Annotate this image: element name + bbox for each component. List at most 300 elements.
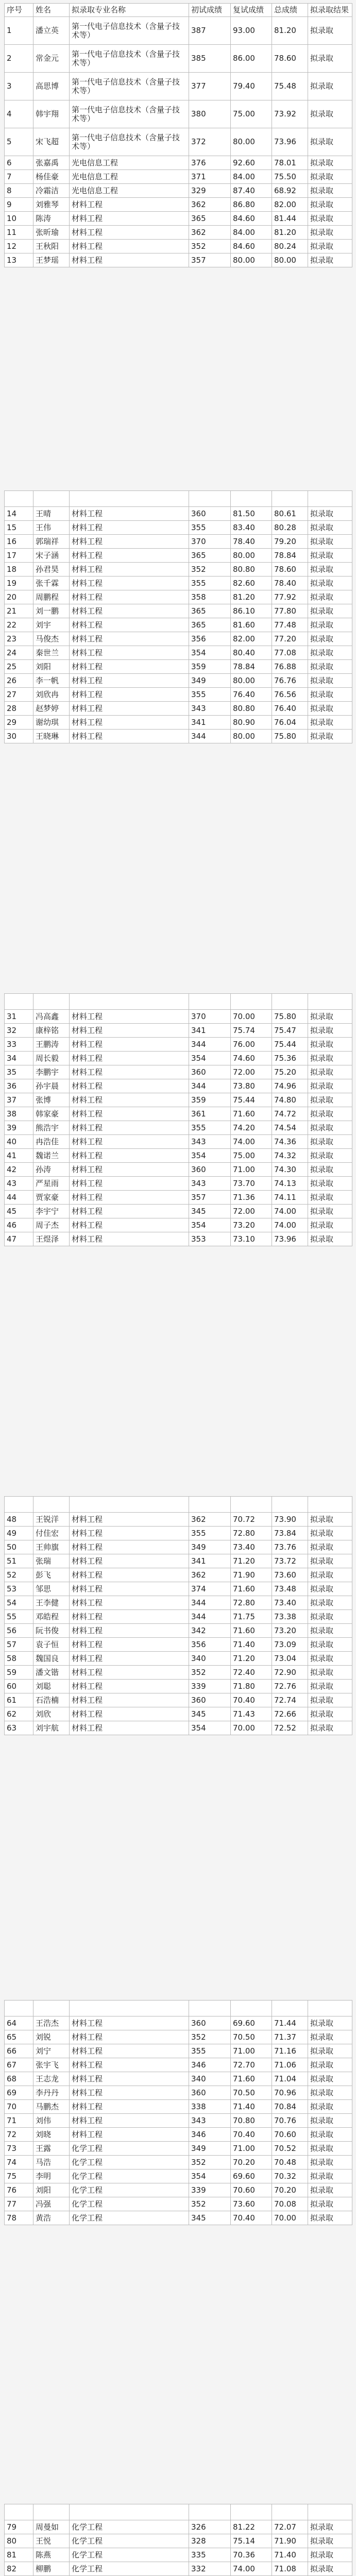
table-cell: 71.06: [272, 2058, 308, 2072]
table-cell: 71.80: [231, 1680, 272, 1693]
table-cell: 67: [5, 2058, 33, 2072]
empty-cell: [308, 491, 352, 507]
table-cell: 材料工程: [70, 2058, 189, 2072]
table-cell: 拟录取: [308, 1568, 352, 1582]
table-cell: 材料工程: [70, 226, 189, 240]
empty-cell: [272, 2504, 308, 2520]
table-cell: 柳鹏: [33, 2562, 70, 2576]
table-cell: 76.04: [272, 716, 308, 730]
table-cell: 王煜泽: [33, 1232, 70, 1246]
table-cell: 360: [189, 2016, 231, 2030]
table-cell: 57: [5, 1638, 33, 1652]
table-cell: 20: [5, 590, 33, 604]
table-cell: 材料工程: [70, 1610, 189, 1624]
table-cell: 75.14: [231, 2534, 272, 2548]
table-page-5: [4, 2000, 352, 2225]
table-row: [5, 1163, 352, 1177]
table-row: [5, 1596, 352, 1610]
table-cell: 王志龙: [33, 2072, 70, 2086]
table-row: [5, 170, 352, 184]
empty-cell: [231, 491, 272, 507]
table-cell: 11: [5, 226, 33, 240]
table-cell: 345: [189, 1205, 231, 1218]
table-cell: 孙涛: [33, 1163, 70, 1177]
table-cell: 拟录取: [308, 184, 352, 198]
table-row: [5, 128, 352, 156]
table-cell: 康梓铭: [33, 1024, 70, 1038]
table-cell: 75.47: [272, 1024, 308, 1038]
table-cell: 拟录取: [308, 1554, 352, 1568]
table-cell: 22: [5, 618, 33, 632]
table-cell: 陈涛: [33, 212, 70, 226]
table-cell: 357: [189, 1191, 231, 1205]
table-cell: 李一帆: [33, 674, 70, 688]
table-cell: 材料工程: [70, 716, 189, 730]
table-row: [5, 1191, 352, 1205]
table-cell: 341: [189, 1554, 231, 1568]
table-cell: 23: [5, 632, 33, 646]
table-cell: 材料工程: [70, 1024, 189, 1038]
table-cell: 80.00: [231, 674, 272, 688]
empty-cell: [70, 2504, 189, 2520]
table-page-1: [4, 3, 352, 267]
table-cell: 拟录取: [308, 632, 352, 646]
table-row: [5, 1232, 352, 1246]
table-cell: 材料工程: [70, 1624, 189, 1638]
table-cell: 常金元: [33, 45, 70, 73]
table-cell: 材料工程: [70, 1052, 189, 1065]
table-cell: 化学工程: [70, 2156, 189, 2170]
table-cell: 化学工程: [70, 2534, 189, 2548]
table-cell: 71.40: [231, 2100, 272, 2114]
table-cell: 张博: [33, 1093, 70, 1107]
table-cell: 58: [5, 1652, 33, 1666]
table-cell: 73.70: [231, 1177, 272, 1191]
table-cell: 材料工程: [70, 618, 189, 632]
table-cell: 拟录取: [308, 2128, 352, 2142]
table-cell: 74.72: [272, 1107, 308, 1121]
admission-table: [4, 1496, 352, 1735]
table-cell: 75.44: [272, 1038, 308, 1052]
table-cell: 宋飞超: [33, 128, 70, 156]
table-row: [5, 688, 352, 702]
table-cell: 第一代电子信息技术（含量子技术等）: [70, 128, 189, 156]
empty-cell: [5, 994, 33, 1010]
table-cell: 358: [189, 590, 231, 604]
table-cell: 化学工程: [70, 2142, 189, 2156]
table-row: [5, 1680, 352, 1693]
empty-cell: [70, 491, 189, 507]
table-cell: 365: [189, 212, 231, 226]
table-row: [5, 1624, 352, 1638]
table-cell: 材料工程: [70, 1666, 189, 1680]
table-cell: 71.36: [231, 1191, 272, 1205]
table-cell: 材料工程: [70, 1554, 189, 1568]
table-row: [5, 73, 352, 100]
table-cell: 光电信息工程: [70, 170, 189, 184]
table-cell: 张宇飞: [33, 2058, 70, 2072]
table-cell: 71.37: [272, 2030, 308, 2044]
table-cell: 魏诺兰: [33, 1149, 70, 1163]
table-row: [5, 730, 352, 743]
table-cell: 70.40: [231, 1693, 272, 1707]
table-cell: 42: [5, 1163, 33, 1177]
table-cell: 第一代电子信息技术（含量子技术等）: [70, 17, 189, 45]
table-cell: 29: [5, 716, 33, 730]
table-cell: 74.96: [272, 1079, 308, 1093]
table-cell: 77.08: [272, 646, 308, 660]
header-cell: 姓名: [33, 4, 70, 17]
table-cell: 8: [5, 184, 33, 198]
table-row: [5, 507, 352, 521]
table-cell: 材料工程: [70, 253, 189, 267]
table-cell: 化学工程: [70, 2548, 189, 2562]
table-cell: 王帅旗: [33, 1540, 70, 1554]
table-row: [5, 1121, 352, 1135]
table-cell: 周曼如: [33, 2520, 70, 2534]
table-cell: 冯强: [33, 2197, 70, 2211]
table-cell: 材料工程: [70, 1527, 189, 1540]
table-row: [5, 2548, 352, 2562]
table-cell: 贾家豪: [33, 1191, 70, 1205]
table-cell: 周长毅: [33, 1052, 70, 1065]
table-cell: 材料工程: [70, 2100, 189, 2114]
table-cell: 344: [189, 1610, 231, 1624]
table-cell: 86.00: [231, 45, 272, 73]
table-cell: 78: [5, 2211, 33, 2225]
table-row: [5, 100, 352, 128]
table-cell: 拟录取: [308, 2520, 352, 2534]
table-cell: 拟录取: [308, 2562, 352, 2576]
table-cell: 化学工程: [70, 2211, 189, 2225]
table-cell: 光电信息工程: [70, 184, 189, 198]
table-cell: 52: [5, 1568, 33, 1582]
table-cell: 73.40: [272, 1596, 308, 1610]
table-cell: 71.40: [231, 1638, 272, 1652]
table-cell: 59: [5, 1666, 33, 1680]
table-cell: 材料工程: [70, 1121, 189, 1135]
table-cell: 74.00: [231, 1135, 272, 1149]
table-cell: 拟录取: [308, 1707, 352, 1721]
table-cell: 2: [5, 45, 33, 73]
table-cell: 78.01: [272, 156, 308, 170]
table-cell: 62: [5, 1707, 33, 1721]
table-cell: 拟录取: [308, 2086, 352, 2100]
table-cell: 74: [5, 2156, 33, 2170]
table-row: [5, 604, 352, 618]
table-cell: 82.00: [231, 632, 272, 646]
table-cell: 70.84: [272, 2100, 308, 2114]
table-cell: 74.32: [272, 1149, 308, 1163]
table-cell: 材料工程: [70, 1232, 189, 1246]
header-cell: 拟录取结果: [308, 4, 352, 17]
empty-cell: [308, 2001, 352, 2016]
table-cell: 69.60: [231, 2170, 272, 2183]
table-cell: 83.40: [231, 521, 272, 535]
table-cell: 材料工程: [70, 1149, 189, 1163]
table-cell: 340: [189, 1652, 231, 1666]
table-cell: 77: [5, 2197, 33, 2211]
table-cell: 352: [189, 2197, 231, 2211]
table-cell: 陈燕: [33, 2548, 70, 2562]
table-row: [5, 2156, 352, 2170]
table-cell: 拟录取: [308, 17, 352, 45]
table-cell: 70.20: [231, 2156, 272, 2170]
admission-table: [4, 993, 352, 1246]
table-cell: 拟录取: [308, 577, 352, 590]
table-row: [5, 2197, 352, 2211]
table-cell: 78.84: [272, 549, 308, 563]
table-cell: 拟录取: [308, 2016, 352, 2030]
table-row: [5, 1010, 352, 1024]
table-cell: 339: [189, 1680, 231, 1693]
table-row: [5, 240, 352, 253]
table-cell: 349: [189, 1540, 231, 1554]
table-cell: 75.48: [272, 73, 308, 100]
table-cell: 刘一鹏: [33, 604, 70, 618]
table-cell: 66: [5, 2044, 33, 2058]
empty-cell: [33, 2001, 70, 2016]
table-cell: 19: [5, 577, 33, 590]
table-cell: 拟录取: [308, 170, 352, 184]
table-cell: 335: [189, 2548, 231, 2562]
table-cell: 356: [189, 1638, 231, 1652]
table-cell: 385: [189, 45, 231, 73]
table-cell: 第一代电子信息技术（含量子技术等）: [70, 100, 189, 128]
table-cell: 84.60: [231, 212, 272, 226]
table-page-6: [4, 2504, 352, 2576]
table-cell: 80.90: [231, 716, 272, 730]
table-cell: 10: [5, 212, 33, 226]
table-cell: 81.44: [272, 212, 308, 226]
table-cell: 387: [189, 17, 231, 45]
table-cell: 拟录取: [308, 1024, 352, 1038]
table-cell: 353: [189, 1232, 231, 1246]
table-cell: 拟录取: [308, 198, 352, 212]
table-cell: 68: [5, 2072, 33, 2086]
table-row: [5, 1135, 352, 1149]
table-cell: 75.20: [272, 1065, 308, 1079]
table-cell: 80.00: [231, 128, 272, 156]
table-cell: 76: [5, 2183, 33, 2197]
table-row: [5, 1707, 352, 1721]
empty-cell: [189, 994, 231, 1010]
table-cell: 材料工程: [70, 1707, 189, 1721]
table-row: [5, 184, 352, 198]
table-cell: 材料工程: [70, 1205, 189, 1218]
header-cell: 初试成绩: [189, 4, 231, 17]
empty-cell: [33, 1497, 70, 1513]
table-cell: 332: [189, 2562, 231, 2576]
table-cell: 李丹丹: [33, 2086, 70, 2100]
table-cell: 拟录取: [308, 1232, 352, 1246]
table-cell: 72.76: [272, 1680, 308, 1693]
table-cell: 74.54: [272, 1121, 308, 1135]
table-cell: 84.60: [231, 240, 272, 253]
admission-table: [4, 3, 352, 267]
table-cell: 宋子涵: [33, 549, 70, 563]
table-cell: 拟录取: [308, 660, 352, 674]
table-cell: 343: [189, 702, 231, 716]
table-cell: 材料工程: [70, 1010, 189, 1024]
table-cell: 60: [5, 1680, 33, 1693]
table-cell: 张昕瑜: [33, 226, 70, 240]
table-cell: 材料工程: [70, 198, 189, 212]
table-cell: 光电信息工程: [70, 156, 189, 170]
table-row: [5, 253, 352, 267]
table-cell: 化学工程: [70, 2520, 189, 2534]
table-cell: 72.90: [272, 1666, 308, 1680]
table-cell: 41: [5, 1149, 33, 1163]
table-row: [5, 2030, 352, 2044]
table-cell: 王晴: [33, 507, 70, 521]
table-cell: 70.96: [272, 2086, 308, 2100]
header-cell: 总成绩: [272, 4, 308, 17]
table-cell: 马俊杰: [33, 632, 70, 646]
table-row: [5, 521, 352, 535]
admission-table: [4, 2000, 352, 2225]
table-cell: 拟录取: [308, 2548, 352, 2562]
empty-cell: [231, 2504, 272, 2520]
table-cell: 刘雅琴: [33, 198, 70, 212]
table-row: [5, 2562, 352, 2576]
table-row: [5, 1079, 352, 1093]
table-cell: 拟录取: [308, 521, 352, 535]
empty-cell: [189, 1497, 231, 1513]
table-cell: 81.20: [231, 590, 272, 604]
table-cell: 30: [5, 730, 33, 743]
table-cell: 材料工程: [70, 1093, 189, 1107]
table-cell: 材料工程: [70, 688, 189, 702]
table-cell: 拟录取: [308, 1177, 352, 1191]
table-cell: 材料工程: [70, 2114, 189, 2128]
table-cell: 45: [5, 1205, 33, 1218]
table-cell: 拟录取: [308, 1163, 352, 1177]
table-cell: 拟录取: [308, 1065, 352, 1079]
table-cell: 材料工程: [70, 577, 189, 590]
table-cell: 高思博: [33, 73, 70, 100]
table-cell: 魏国良: [33, 1652, 70, 1666]
table-cell: 70.40: [231, 2128, 272, 2142]
table-cell: 71.20: [231, 1652, 272, 1666]
table-cell: 孙君昊: [33, 563, 70, 577]
table-cell: 拟录取: [308, 2072, 352, 2086]
table-row: [5, 1107, 352, 1121]
table-row: [5, 2142, 352, 2156]
table-cell: 380: [189, 100, 231, 128]
table-cell: 355: [189, 1121, 231, 1135]
table-cell: 材料工程: [70, 702, 189, 716]
empty-cell: [5, 1497, 33, 1513]
table-cell: 材料工程: [70, 1540, 189, 1554]
table-cell: 365: [189, 618, 231, 632]
table-cell: 73.20: [272, 1624, 308, 1638]
table-cell: 黄浩: [33, 2211, 70, 2225]
table-cell: 秦世兰: [33, 646, 70, 660]
table-row: [5, 1527, 352, 1540]
table-cell: 343: [189, 1177, 231, 1191]
table-cell: 72.80: [231, 1527, 272, 1540]
table-cell: 王伟: [33, 521, 70, 535]
table-cell: 李鹏宇: [33, 1065, 70, 1079]
table-cell: 王露: [33, 2142, 70, 2156]
table-cell: 361: [189, 1107, 231, 1121]
table-cell: 75.50: [272, 170, 308, 184]
empty-cell: [189, 2504, 231, 2520]
table-cell: 80.00: [231, 730, 272, 743]
table-cell: 360: [189, 2086, 231, 2100]
table-cell: 马鹏杰: [33, 2100, 70, 2114]
table-cell: 21: [5, 604, 33, 618]
table-cell: 24: [5, 646, 33, 660]
table-cell: 拟录取: [308, 240, 352, 253]
table-cell: 77.48: [272, 618, 308, 632]
table-cell: 拟录取: [308, 2183, 352, 2197]
table-cell: 拟录取: [308, 1191, 352, 1205]
table-cell: 81.50: [231, 507, 272, 521]
empty-cell: [189, 2001, 231, 2016]
table-cell: 刘宇: [33, 618, 70, 632]
table-cell: 73.60: [272, 1568, 308, 1582]
table-cell: 71.00: [231, 2142, 272, 2156]
table-cell: 355: [189, 1527, 231, 1540]
table-cell: 17: [5, 549, 33, 563]
table-cell: 75.80: [272, 1010, 308, 1024]
table-cell: 80.00: [231, 549, 272, 563]
table-cell: 80.24: [272, 240, 308, 253]
table-cell: 360: [189, 507, 231, 521]
table-row: [5, 549, 352, 563]
table-cell: 材料工程: [70, 1582, 189, 1596]
table-cell: 材料工程: [70, 632, 189, 646]
table-cell: 73.09: [272, 1638, 308, 1652]
table-cell: 70.52: [272, 2142, 308, 2156]
table-cell: 谢幼琪: [33, 716, 70, 730]
table-cell: 349: [189, 674, 231, 688]
table-cell: 34: [5, 1052, 33, 1065]
table-cell: 354: [189, 1218, 231, 1232]
table-cell: 拟录取: [308, 2100, 352, 2114]
table-cell: 9: [5, 198, 33, 212]
table-row: [5, 17, 352, 45]
table-cell: 拟录取: [308, 1093, 352, 1107]
table-cell: 339: [189, 2183, 231, 2197]
table-cell: 73.20: [231, 1218, 272, 1232]
table-cell: 359: [189, 660, 231, 674]
table-cell: 拟录取: [308, 730, 352, 743]
empty-cell: [5, 2504, 33, 2520]
table-cell: 50: [5, 1540, 33, 1554]
table-cell: 74.13: [272, 1177, 308, 1191]
table-cell: 拟录取: [308, 253, 352, 267]
table-cell: 77.80: [272, 604, 308, 618]
table-cell: 71.90: [231, 1568, 272, 1582]
table-cell: 材料工程: [70, 507, 189, 521]
table-cell: 化学工程: [70, 2197, 189, 2211]
table-cell: 拟录取: [308, 563, 352, 577]
table-cell: 材料工程: [70, 2044, 189, 2058]
table-cell: 38: [5, 1107, 33, 1121]
table-cell: 拟录取: [308, 1121, 352, 1135]
table-cell: 拟录取: [308, 1218, 352, 1232]
table-cell: 70.76: [272, 2114, 308, 2128]
table-cell: 93.00: [231, 17, 272, 45]
table-row: [5, 1540, 352, 1554]
table-cell: 71.60: [231, 1624, 272, 1638]
table-cell: 55: [5, 1610, 33, 1624]
empty-cell: [272, 1497, 308, 1513]
table-cell: 70.80: [231, 2114, 272, 2128]
